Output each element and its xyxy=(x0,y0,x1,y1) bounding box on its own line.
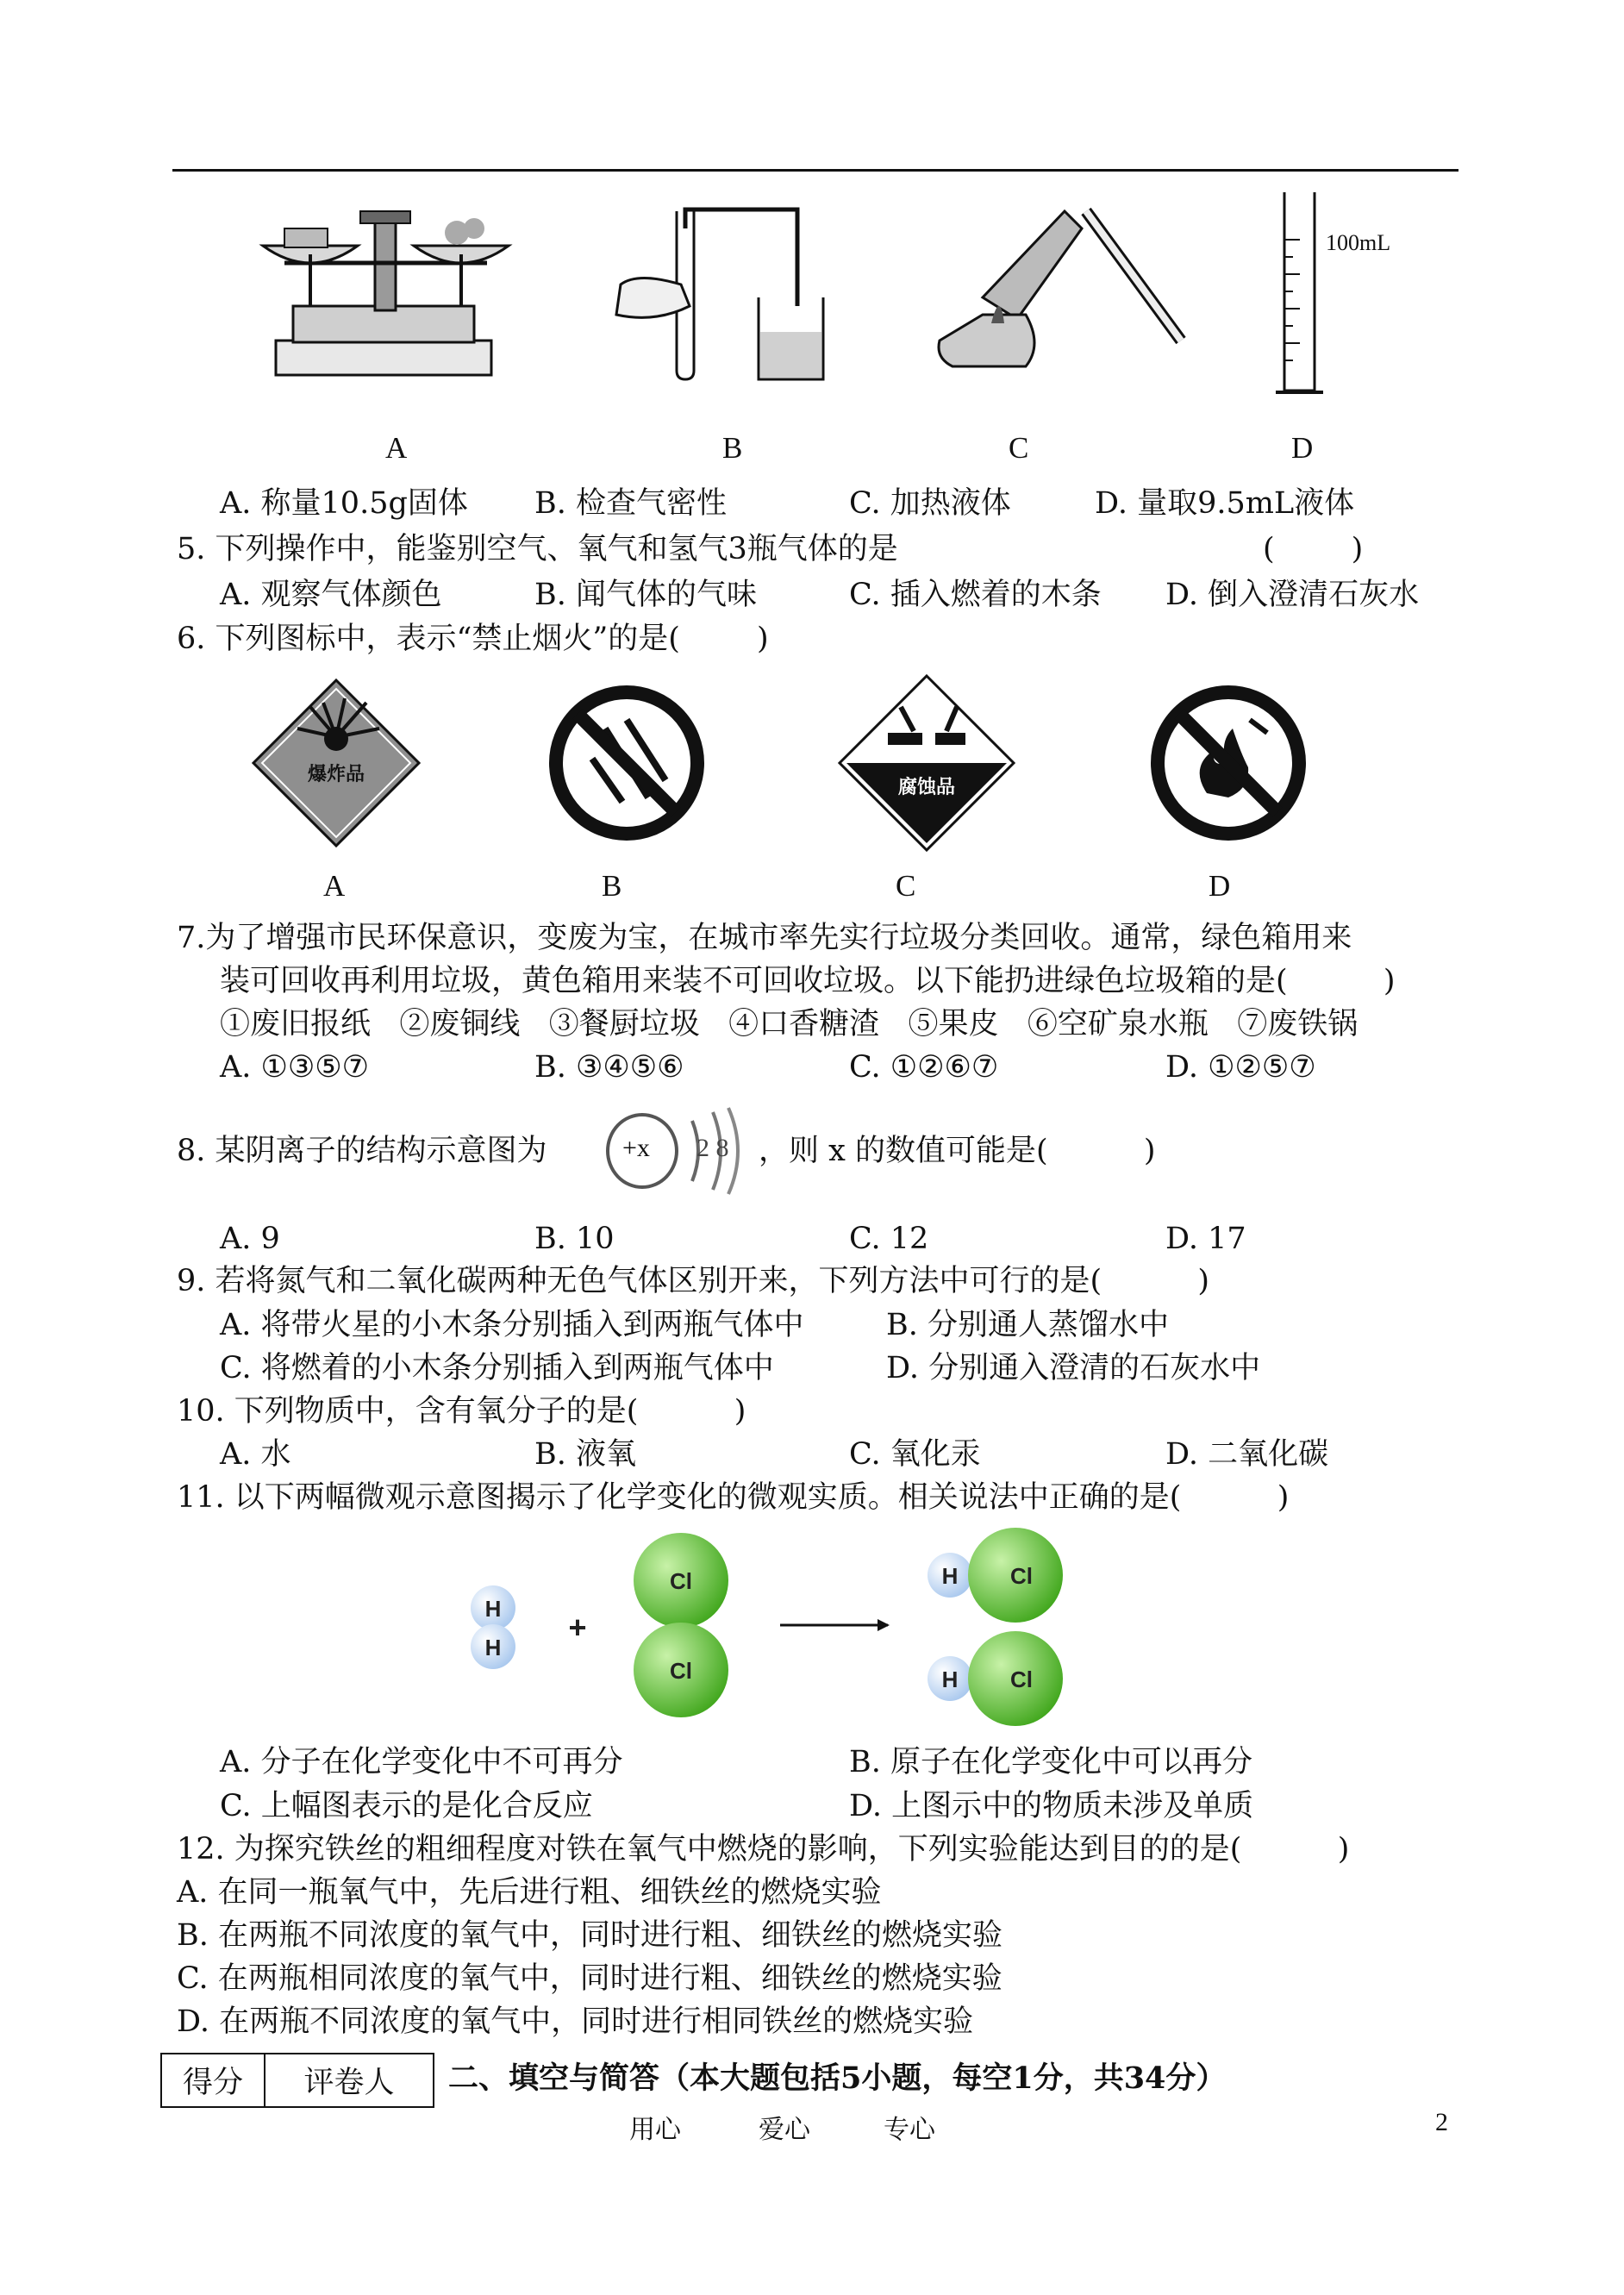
section2-title: 二、填空与简答（本大题包括5小题，每空1分，共34分） xyxy=(448,2060,1227,2096)
q6-stem: 6. 下列图标中，表示“禁止烟火”的是( ) xyxy=(177,622,769,656)
h2-molecule xyxy=(471,1585,515,1669)
hcl-molecule xyxy=(928,1528,1063,1623)
q7-option-d: D. ①②⑤⑦ xyxy=(1165,1050,1316,1085)
q5-option-a: A. 观察气体颜色 xyxy=(220,578,442,612)
grader-cell: 评卷人 xyxy=(265,2054,434,2107)
q11-option-d: D. 上图示中的物质未涉及单质 xyxy=(849,1789,1254,1823)
ion-shell-electrons: 2 8 xyxy=(696,1134,729,1162)
q12-option-c: C. 在两瓶相同浓度的氧气中，同时进行粗、细铁丝的燃烧实验 xyxy=(177,1961,1003,1996)
q6-fig-label-a: A xyxy=(323,869,346,903)
q10-option-b: B. 液氧 xyxy=(534,1437,636,1472)
q9-option-d: D. 分别通入澄清的石灰水中 xyxy=(886,1351,1261,1385)
q11-stem: 11. 以下两幅微观示意图揭示了化学变化的微观实质。相关说法中正确的是( ) xyxy=(177,1480,1290,1515)
hcl-molecule xyxy=(928,1631,1063,1726)
q9-option-a: A. 将带火星的小木条分别插入到两瓶气体中 xyxy=(220,1308,804,1342)
q4-fig-label-a: A xyxy=(385,431,408,465)
q5-answer-paren: ( ) xyxy=(1263,532,1364,566)
cl-atom-label: Cl xyxy=(1010,1563,1033,1589)
q12-option-a: A. 在同一瓶氧气中，先后进行粗、细铁丝的燃烧实验 xyxy=(177,1875,882,1910)
q7-items: ①废旧报纸 ②废铜线 ③餐厨垃圾 ④口香糖渣 ⑤果皮 ⑥空矿泉水瓶 ⑦废铁锅 xyxy=(220,1007,1359,1041)
balance-scale-figure xyxy=(259,203,517,388)
sign-c-text: 腐蚀品 xyxy=(897,777,956,798)
q9-stem: 9. 若将氮气和二氧化碳两种无色气体区别开来，下列方法中可行的是( ) xyxy=(177,1264,1210,1298)
q8-stem-before: 8. 某阴离子的结构示意图为 xyxy=(177,1134,547,1168)
q4-fig-label-c: C xyxy=(1009,431,1029,465)
h-atom-label: H xyxy=(941,1563,959,1589)
q4-option-a: A. 称量10.5g固体 xyxy=(220,486,468,521)
no-fireworks-sign-icon xyxy=(545,681,709,845)
q9-option-b: B. 分别通人蒸馏水中 xyxy=(886,1308,1169,1342)
q4-option-b: B. 检查气密性 xyxy=(534,486,727,521)
q8-stem-after: ，则 x 的数值可能是( ) xyxy=(759,1134,1156,1168)
q4-option-d: D. 量取9.5mL液体 xyxy=(1095,486,1355,521)
airtightness-check-figure xyxy=(603,203,828,388)
ion-nucleus-charge: +x xyxy=(622,1134,650,1162)
sign-a-text: 爆炸品 xyxy=(307,764,365,785)
q11-option-a: A. 分子在化学变化中不可再分 xyxy=(220,1745,623,1779)
q8-option-a: A. 9 xyxy=(220,1222,280,1256)
measuring-cylinder-figure xyxy=(1267,188,1440,399)
q12-option-d: D. 在两瓶不同浓度的氧气中，同时进行相同铁丝的燃烧实验 xyxy=(177,2004,974,2039)
q5-option-d: D. 倒入澄清石灰水 xyxy=(1165,578,1420,612)
q8-option-d: D. 17 xyxy=(1165,1222,1246,1256)
q10-option-d: D. 二氧化碳 xyxy=(1165,1437,1329,1472)
q4-fig-label-b: B xyxy=(722,431,743,465)
q8-option-c: C. 12 xyxy=(849,1222,929,1256)
q10-option-c: C. 氧化汞 xyxy=(849,1437,981,1472)
footer-word: 爱心 xyxy=(759,2115,810,2145)
heating-liquid-figure xyxy=(931,194,1190,392)
hcl-reaction-diagram xyxy=(448,1522,1103,1729)
q11-option-b: B. 原子在化学变化中可以再分 xyxy=(849,1745,1252,1779)
footer-word: 专心 xyxy=(884,2115,935,2145)
q10-stem: 10. 下列物质中，含有氧分子的是( ) xyxy=(177,1394,746,1429)
q12-option-b: B. 在两瓶不同浓度的氧气中，同时进行粗、细铁丝的燃烧实验 xyxy=(177,1918,1003,1953)
explosive-sign-icon xyxy=(250,677,422,849)
q6-fig-label-c: C xyxy=(896,869,916,903)
cl-atom-label: Cl xyxy=(1010,1667,1033,1692)
q7-option-b: B. ③④⑤⑥ xyxy=(534,1050,684,1085)
h-atom-label: H xyxy=(484,1596,502,1622)
q9-option-c: C. 将燃着的小木条分别插入到两瓶气体中 xyxy=(220,1351,774,1385)
q4-option-c: C. 加热液体 xyxy=(849,486,1011,521)
plus-sign: + xyxy=(568,1610,587,1645)
q7-option-c: C. ①②⑥⑦ xyxy=(849,1050,999,1085)
header-rule xyxy=(172,169,1458,172)
q4-fig-label-d: D xyxy=(1291,431,1314,465)
cl-atom-label: Cl xyxy=(670,1568,692,1594)
h-atom-label: H xyxy=(941,1667,959,1692)
q5-stem: 5. 下列操作中，能鉴别空气、氧气和氢气3瓶气体的是 xyxy=(177,532,898,566)
q6-fig-label-b: B xyxy=(602,869,622,903)
cl2-molecule xyxy=(634,1533,728,1717)
q5-option-c: C. 插入燃着的木条 xyxy=(849,578,1102,612)
cylinder-volume-label: 100mL xyxy=(1326,230,1391,255)
q10-option-a: A. 水 xyxy=(220,1437,291,1472)
q8-option-b: B. 10 xyxy=(534,1222,615,1256)
footer-word: 用心 xyxy=(629,2115,681,2145)
score-cell: 得分 xyxy=(161,2054,265,2107)
q7-option-a: A. ①③⑤⑦ xyxy=(220,1050,370,1085)
page-number: 2 xyxy=(1435,2108,1448,2136)
q5-option-b: B. 闻气体的气味 xyxy=(534,578,757,612)
score-table xyxy=(160,2053,434,2108)
h-atom-label: H xyxy=(484,1635,502,1660)
cl-atom-label: Cl xyxy=(670,1658,692,1684)
q12-stem: 12. 为探究铁丝的粗细程度对铁在氧气中燃烧的影响，下列实验能达到目的的是( ) xyxy=(177,1832,1350,1867)
q7-stem-line1: 7.为了增强市民环保意识，变废为宝，在城市率先实行垃圾分类回收。通常，绿色箱用来 xyxy=(177,921,1352,955)
no-fire-sign-icon xyxy=(1146,681,1310,845)
corrosive-sign-icon xyxy=(836,672,1017,854)
reaction-arrow xyxy=(780,1619,890,1631)
q7-stem-line2: 装可回收再利用垃圾，黄色箱用来装不可回收垃圾。以下能扔进绿色垃圾箱的是( ) xyxy=(220,964,1396,998)
q11-option-c: C. 上幅图表示的是化合反应 xyxy=(220,1789,593,1823)
q6-fig-label-d: D xyxy=(1209,869,1231,903)
